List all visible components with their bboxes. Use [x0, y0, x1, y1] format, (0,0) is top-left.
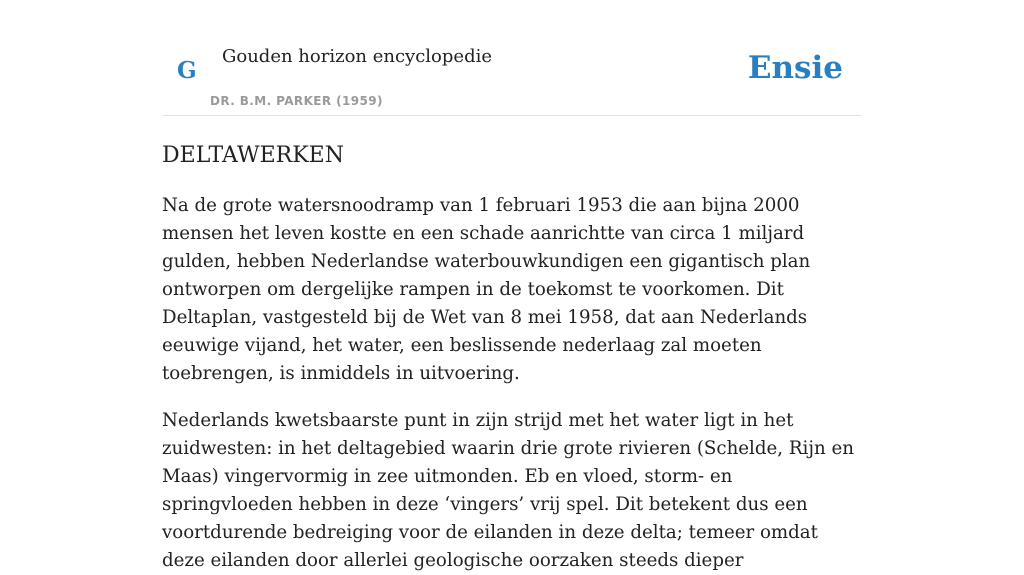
page-container	[162, 0, 862, 575]
entry-paragraph: Nederlands kwetsbaarste punt in zijn strijd met het water ligt in het zuidwesten: in het deltagebied waarin drie grote rivieren (Schelde, Rijn en Maas) vingervormig in zee uitmonden. Eb en vloed, storm- en springvloeden hebben in deze ‘vingers’ vrij spel. Dit betekent dus een voortdurende bedreiging voor de eilanden in deze delta; temeer omdat deze eilanden door allerlei geologische oorzaken steeds dieper	[162, 410, 854, 571]
header	[162, 0, 862, 116]
entry-paragraph: Na de grote watersnoodramp van 1 februari 1953 die aan bijna 2000 mensen het leven kostte en een schade aanrichtte van circa 1 miljard gulden, hebben Nederlandse waterbouwkundigen een gigantisch plan ontworpen om dergelijke rampen in de toekomst te voorkomen. Dit Deltaplan, vastgesteld bij de Wet van 8 mei 1958, dat aan Nederlands eeuwige vijand, het water, een beslissende nederlaag zal moeten toebrengen, is inmiddels in uitvoering.	[162, 195, 811, 384]
entry-content	[162, 143, 862, 575]
book-title-link[interactable]: Gouden horizon encyclopedie	[222, 46, 492, 67]
entry-title: DELTAWERKEN	[162, 143, 344, 168]
book-logo-link[interactable]: G	[177, 57, 197, 84]
book-author: DR. B.M. PARKER (1959)	[210, 94, 383, 108]
ensie-logo-link[interactable]: Ensie	[747, 50, 843, 86]
